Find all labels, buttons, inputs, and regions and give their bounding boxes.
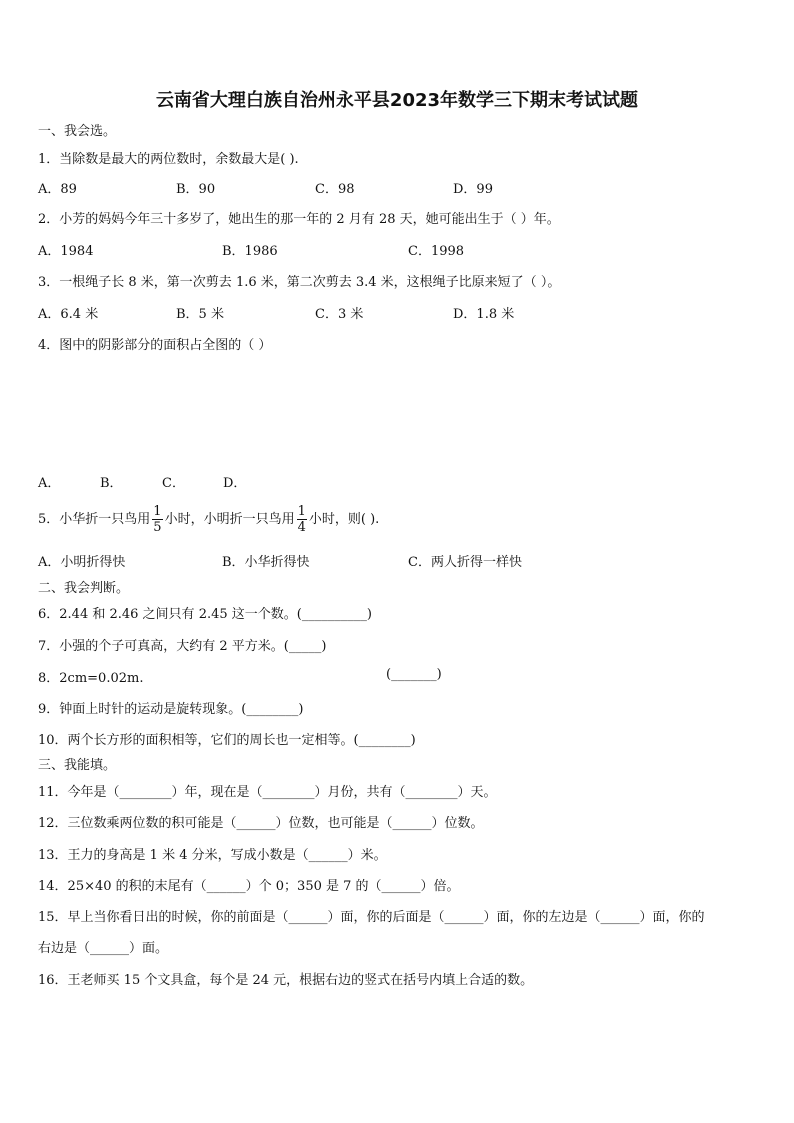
question-11: 11．今年是（________）年，现在是（________）月份，共有（________）天。 (38, 785, 497, 800)
q5-part-1: 5．小华折一只鸟用 (38, 512, 151, 527)
q3-option-a: A．6.4 米 (38, 307, 99, 322)
q1-option-a: A．89 (38, 182, 77, 197)
q4-option-b: B． (100, 476, 123, 491)
q3-option-b: B．5 米 (176, 307, 224, 322)
q8-answer-blank: (_______) (386, 667, 442, 682)
question-15-line-1: 15．早上当你看日出的时候，你的前面是（______）面，你的后面是（______）面，你的左边是（______）面，你的 (38, 910, 705, 925)
q4-option-a: A． (38, 476, 61, 491)
q5-part-2: 小时，小明折一只鸟用 (164, 512, 295, 527)
q5-option-a: A．小明折得快 (38, 555, 126, 570)
section-heading-judge: 二、我会判断。 (38, 581, 130, 596)
fraction-denominator: 5 (153, 520, 162, 535)
q1-option-b: B．90 (176, 182, 216, 197)
question-1: 1．当除数是最大的两位数时，余数最大是( ). (38, 152, 299, 167)
question-14: 14．25×40 的积的末尾有（______）个 0；350 是 7 的（______）倍。 (38, 879, 460, 894)
question-2: 2．小芳的妈妈今年三十多岁了，她出生的那一年的 2 月有 28 天，她可能出生于（ ）年。 (38, 212, 560, 227)
question-12: 12．三位数乘两位数的积可能是（______）位数，也可能是（______）位数。 (38, 816, 484, 831)
question-8: 8．2cm=0.02m. (38, 671, 144, 686)
page-title: 云南省大理白族自治州永平县2023年数学三下期末考试试题 (155, 90, 639, 111)
q5-option-c: C．两人折得一样快 (408, 555, 522, 570)
q5-option-b: B．小华折得快 (222, 555, 310, 570)
question-13: 13．王力的身高是 1 米 4 分米，写成小数是（______）米。 (38, 848, 387, 863)
q2-option-a: A．1984 (38, 244, 94, 259)
q4-option-c: C． (162, 476, 185, 491)
q2-option-b: B．1986 (222, 244, 278, 259)
question-3: 3．一根绳子长 8 米，第一次剪去 1.6 米，第二次剪去 3.4 米，这根绳子比原来短了（ ）。 (38, 275, 561, 290)
fraction-numerator: 1 (153, 504, 162, 519)
q1-option-c: C．98 (315, 182, 355, 197)
section-heading-fill: 三、我能填。 (38, 758, 117, 773)
q5-part-3: 小时，则( ). (308, 512, 380, 527)
question-15-line-2: 右边是（______）面。 (38, 941, 169, 956)
q3-option-d: D．1.8 米 (453, 307, 515, 322)
question-4: 4．图中的阴影部分的面积占全图的（ ） (38, 338, 272, 353)
question-7: 7．小强的个子可真高，大约有 2 平方米。(_____) (38, 639, 327, 654)
fraction-numerator: 1 (297, 504, 306, 519)
question-6: 6．2.44 和 2.46 之间只有 2.45 这一个数。(__________) (38, 607, 372, 622)
section-heading-choose: 一、我会选。 (38, 124, 117, 139)
question-10: 10．两个长方形的面积相等，它们的周长也一定相等。(________) (38, 733, 416, 748)
q2-option-c: C．1998 (408, 244, 465, 259)
fraction-denominator: 4 (297, 520, 306, 535)
q5-fraction-2 (297, 504, 307, 535)
q1-option-d: D．99 (453, 182, 493, 197)
question-16: 16．王老师买 15 个文具盒，每个是 24 元，根据右边的竖式在括号内填上合适的数。 (38, 973, 534, 988)
q5-fraction-1 (152, 504, 162, 535)
question-9: 9．钟面上时针的运动是旋转现象。(________) (38, 702, 304, 717)
question-5 (38, 504, 379, 535)
q4-option-d: D． (223, 476, 247, 491)
q3-option-c: C．3 米 (315, 307, 364, 322)
